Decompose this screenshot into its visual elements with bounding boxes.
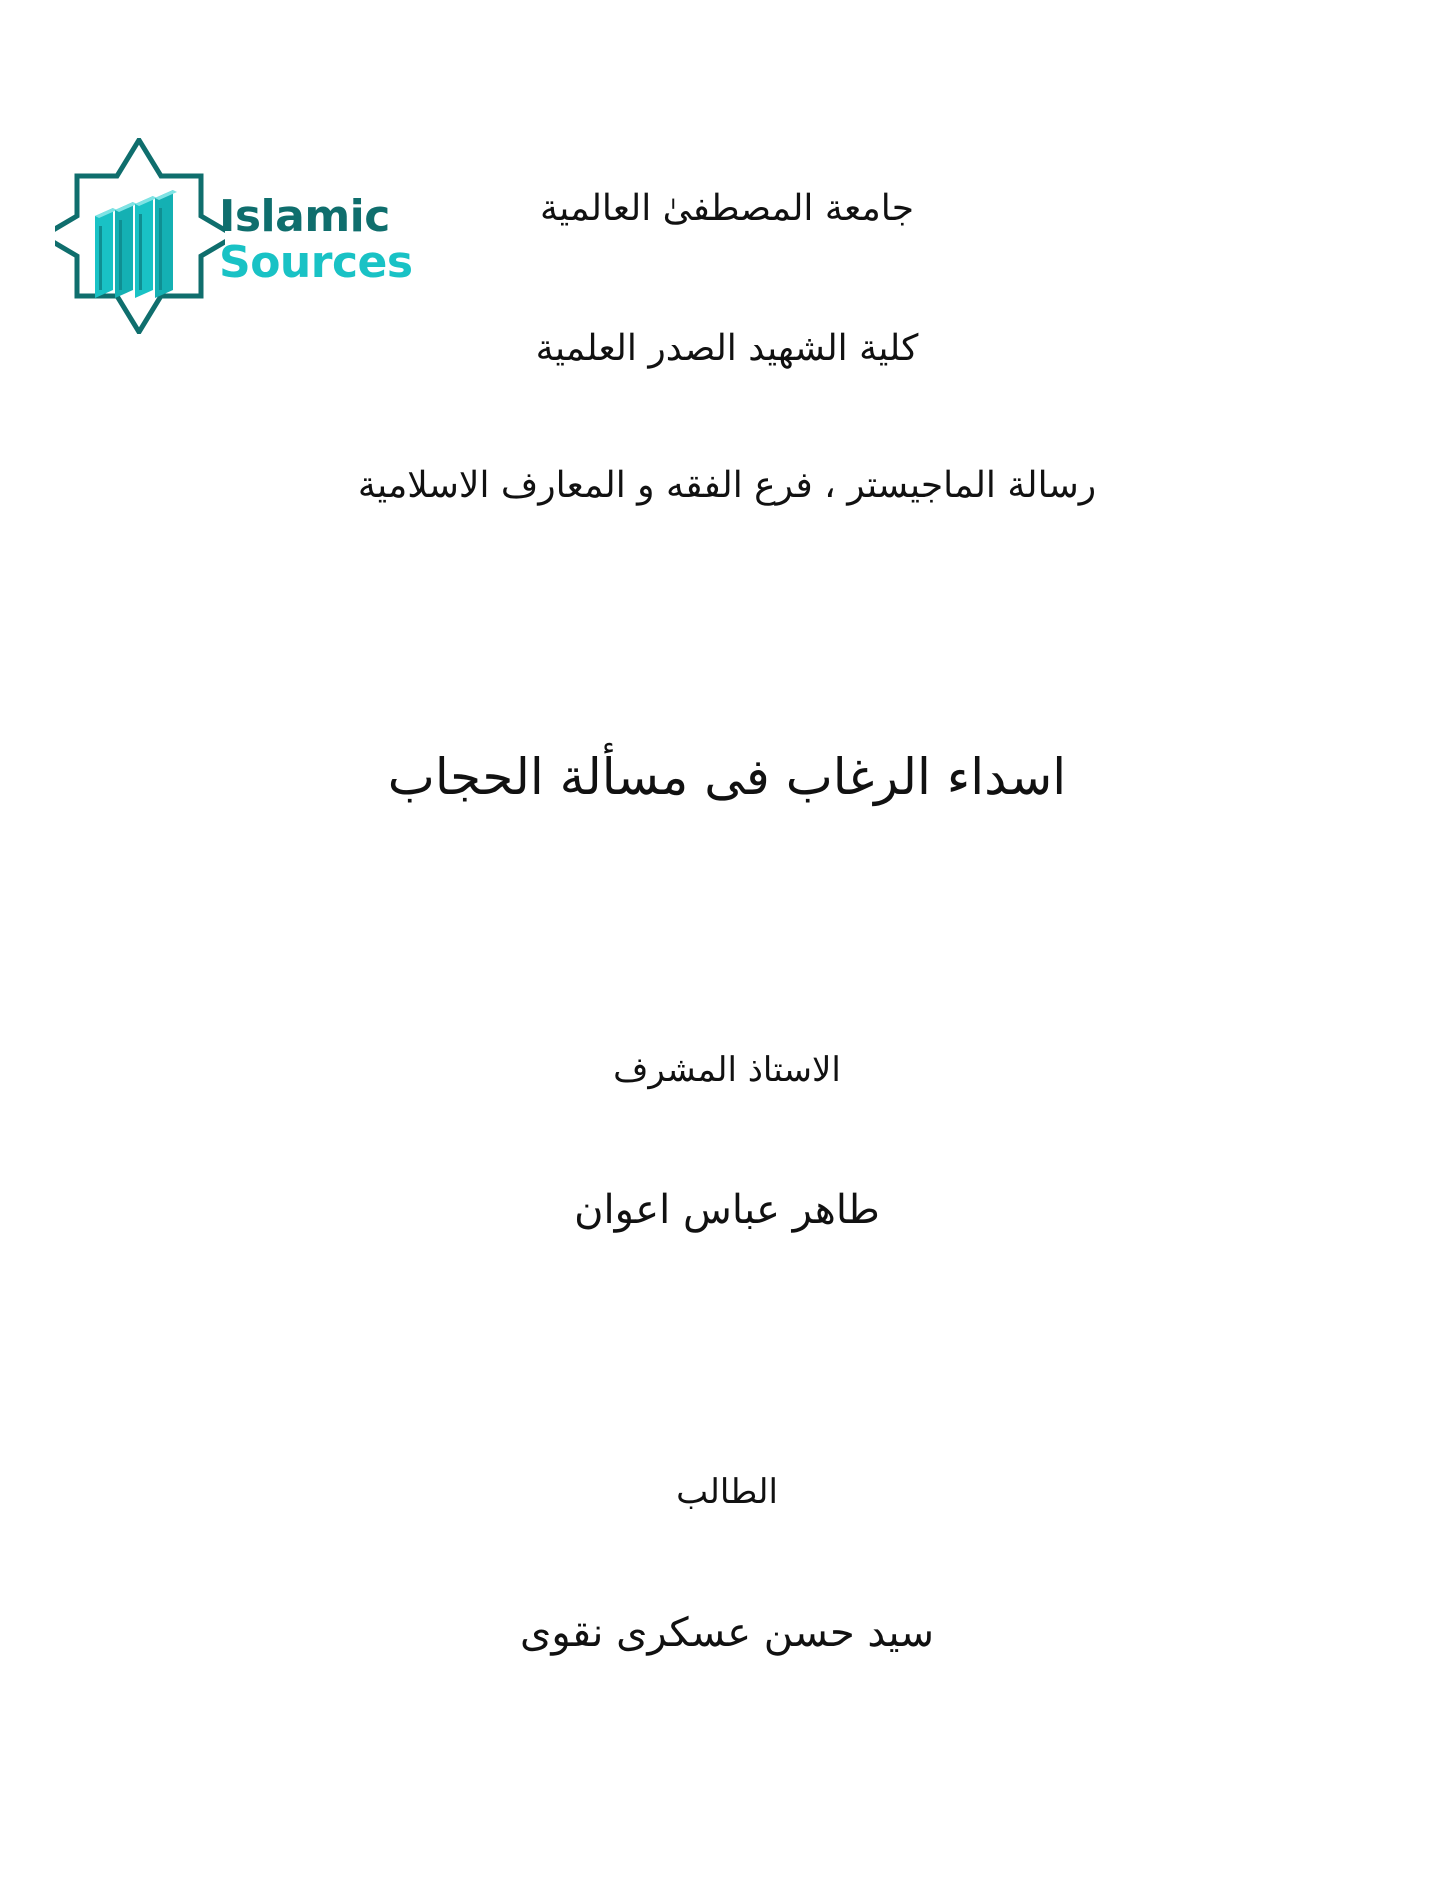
student-name: سید حسن عسکری نقوی (520, 1610, 934, 1656)
student-label: الطالب (676, 1472, 778, 1512)
thesis-title: اسداء الرغاب فی مسألة الحجاب (387, 748, 1067, 806)
logo-word-sources: Sources (219, 237, 413, 289)
logo-word-islamic: Islamic (219, 191, 390, 242)
college-name: کلیة الشهید الصدر العلمیة (535, 328, 919, 369)
thesis-description: رسالة الماجیستر ، فرع الفقه و المعارف الاسلامیة (357, 465, 1097, 506)
supervisor-label: الاستاذ المشرف (613, 1050, 841, 1090)
university-name: جامعة المصطفیٰ العالمیة (539, 188, 915, 229)
supervisor-name: طاهر عباس اعوان (574, 1187, 880, 1233)
islamic-sources-logo (55, 138, 415, 334)
octagram-books-icon (55, 138, 225, 334)
